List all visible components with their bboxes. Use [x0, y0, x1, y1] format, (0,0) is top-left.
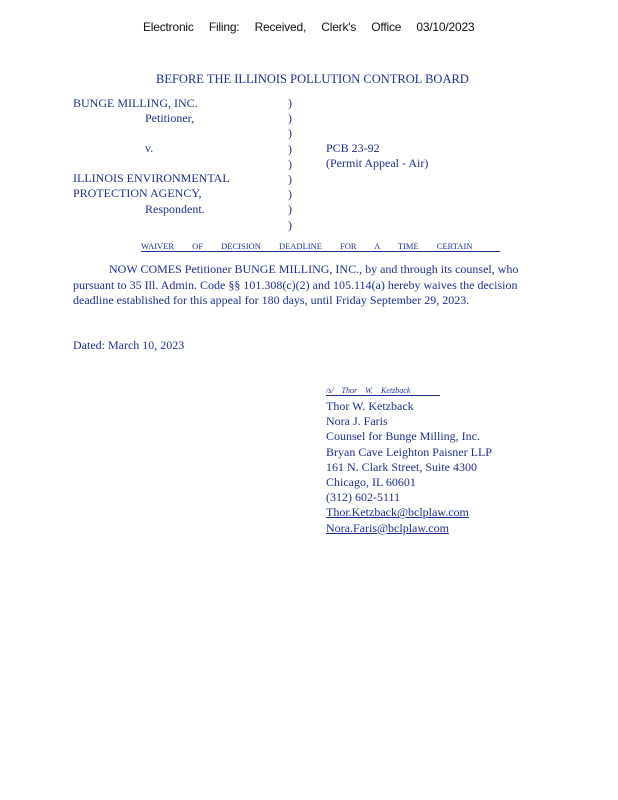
- petitioner-role: Petitioner,: [145, 111, 195, 125]
- paren: ): [288, 156, 292, 171]
- paren: ): [288, 217, 292, 232]
- law-firm: Bryan Cave Leighton Paisner LLP: [326, 444, 492, 459]
- address-line-2: Chicago, IL 60601: [326, 475, 416, 490]
- respondent-role: Respondent.: [145, 202, 205, 216]
- paren: ): [288, 141, 292, 156]
- dated-line: Dated: March 10, 2023: [73, 338, 185, 352]
- paren: ): [288, 187, 292, 202]
- filing-stamp: Electronic Filing: Received, Clerk's Office 03/10/2023: [143, 20, 475, 34]
- attorney-name-1: Thor W. Ketzback: [326, 399, 414, 413]
- paren: ): [288, 111, 292, 126]
- paren: ): [288, 202, 292, 217]
- signature-block: [326, 399, 492, 536]
- document-title: WAIVER OF DECISION DEADLINE FOR A TIME CERTAIN: [141, 241, 500, 252]
- phone-number: (312) 602-5111: [326, 490, 401, 505]
- paren: ): [288, 126, 292, 141]
- versus: v.: [145, 141, 154, 155]
- respondent-name-line2: PROTECTION AGENCY,: [73, 186, 202, 200]
- signature-line: /s/ Thor W. Ketzback: [326, 386, 440, 396]
- paren: ): [288, 96, 292, 110]
- address-line-1: 161 N. Clark Street, Suite 4300: [326, 459, 477, 474]
- body-paragraph: [73, 262, 518, 309]
- body-line-3: deadline established for this appeal for 180 days, until Friday September 29, 2023.: [73, 293, 470, 307]
- email-link-2[interactable]: Nora.Faris@bclplaw.com: [326, 520, 449, 535]
- body-line-1: NOW COMES Petitioner BUNGE MILLING, INC., by and through its counsel, who: [109, 262, 519, 276]
- attorney-name-2: Nora J. Faris: [326, 414, 388, 429]
- body-line-2: pursuant to 35 Ill. Admin. Code §§ 101.308(c)(2) and 105.114(a) hereby waives the decision: [73, 277, 518, 292]
- petitioner-name: BUNGE MILLING, INC.: [73, 96, 198, 110]
- email-link-1[interactable]: Thor.Ketzback@bclplaw.com: [326, 505, 469, 520]
- board-heading: BEFORE THE ILLINOIS POLLUTION CONTROL BOARD: [156, 72, 469, 86]
- case-number: PCB 23-92: [326, 141, 380, 155]
- case-type: (Permit Appeal - Air): [326, 156, 429, 170]
- paren: ): [288, 172, 292, 187]
- respondent-name-line1: ILLINOIS ENVIRONMENTAL: [73, 171, 230, 185]
- caption-parentheses: [288, 96, 292, 233]
- counsel-role: Counsel for Bunge Milling, Inc.: [326, 429, 480, 444]
